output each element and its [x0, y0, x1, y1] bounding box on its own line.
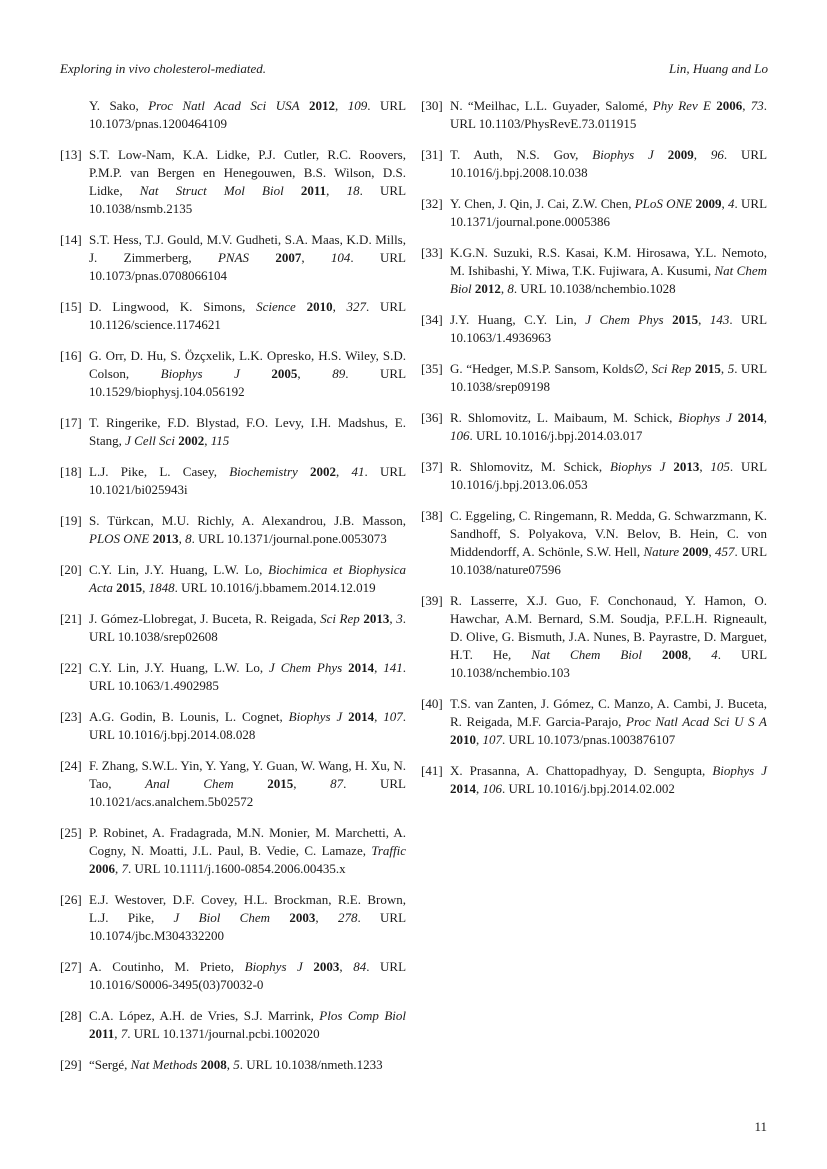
reference-text	[450, 458, 767, 494]
reference-year: 2009	[695, 196, 722, 211]
reference-number: [30]	[421, 98, 443, 113]
reference-journal: 84	[353, 959, 367, 974]
reference-year: 2010	[450, 732, 476, 747]
reference-journal: Biophys J	[678, 410, 732, 425]
reference-text	[450, 360, 767, 396]
reference-journal: Traffic	[371, 843, 406, 858]
reference-segment: . URL 10.1073/pnas.1200464109	[89, 98, 407, 131]
reference-text	[89, 231, 406, 285]
reference-year: 2012	[309, 98, 336, 113]
reference-segment: J.Y. Huang, C.Y. Lin,	[450, 312, 586, 327]
reference-segment: . URL 10.1038/srep02608	[89, 611, 407, 644]
reference-item	[421, 97, 767, 133]
reference-segment: R. Shlomovitz, L. Maibaum, M. Schick,	[450, 410, 679, 425]
reference-year: 2012	[474, 281, 501, 296]
reference-journal: Anal Chem	[145, 776, 234, 791]
reference-segment	[300, 98, 310, 113]
reference-year: 2014	[737, 410, 764, 425]
reference-journal: Phy Rev E	[652, 98, 711, 113]
reference-segment: . URL 10.1038/nchembio.103	[450, 647, 768, 680]
reference-segment: . URL 10.1038/srep09198	[450, 361, 768, 394]
running-header-title: Exploring in vivo cholesterol-mediated.	[60, 61, 267, 76]
reference-journal: 73	[750, 98, 764, 113]
reference-year: 2002	[178, 433, 205, 448]
reference-segment	[270, 910, 289, 925]
reference-item	[421, 311, 767, 347]
reference-segment: ,	[374, 709, 384, 724]
reference-item	[421, 244, 767, 298]
reference-item	[60, 610, 406, 646]
reference-segment: ,	[698, 312, 710, 327]
reference-segment: ,	[301, 250, 331, 265]
reference-journal: J Chem Phys	[585, 312, 664, 327]
reference-segment: ,	[332, 299, 347, 314]
reference-segment: G. “Hedger, M.S.P. Sansom, Kolds∅,	[450, 361, 652, 376]
reference-segment: . URL 10.1111/j.1600-0854.2006.00435.x	[128, 861, 346, 876]
reference-text	[450, 695, 767, 749]
reference-journal: 143	[709, 312, 730, 327]
reference-segment: E.J. Westover, D.F. Covey, H.L. Brockman, R.E. Brown, L.J. Pike,	[89, 892, 406, 925]
reference-segment: P. Robinet, A. Fradagrada, M.N. Monier, M. Marchetti, A. Cogny, N. Moatti, J.L. Paul, B. Vedie, C. Lamaze,	[89, 825, 406, 858]
reference-journal: PNAS	[217, 250, 250, 265]
reference-year: 2013	[152, 531, 179, 546]
reference-item	[60, 659, 406, 695]
reference-year: 2015	[116, 580, 143, 595]
reference-segment: X. Prasanna, A. Chattopadhyay, D. Sengupta,	[450, 763, 713, 778]
reference-segment: . URL 10.1038/nmeth.1233	[239, 1057, 383, 1072]
reference-year: 2003	[289, 910, 316, 925]
references-left-column	[60, 97, 406, 1087]
reference-segment: G. Orr, D. Hu, S. Özçxelik, L.K. Opresko, H.S. Wiley, S.D. Colson,	[89, 348, 406, 381]
reference-journal: 96	[710, 147, 724, 162]
reference-journal: Biophys J	[592, 147, 654, 162]
reference-segment: . URL 10.1074/jbc.M304332200	[89, 910, 407, 943]
reference-segment: ,	[315, 910, 338, 925]
reference-item	[60, 231, 406, 285]
reference-item	[60, 414, 406, 450]
reference-segment: ,	[374, 660, 384, 675]
reference-journal: 107	[383, 709, 403, 724]
reference-number: [40]	[421, 696, 443, 711]
reference-segment: . URL 10.1371/journal.pone.0005386	[450, 196, 768, 229]
reference-journal: Sci Rep	[651, 361, 692, 376]
reference-segment: ,	[226, 1057, 234, 1072]
reference-text	[450, 409, 767, 445]
reference-journal: 7	[121, 861, 128, 876]
reference-segment: . URL 10.1016/S0006-3495(03)70032-0	[89, 959, 407, 992]
reference-item	[421, 507, 767, 579]
reference-segment: ,	[476, 732, 483, 747]
reference-segment: Y. Chen, J. Qin, J. Cai, Z.W. Chen,	[450, 196, 635, 211]
reference-item	[60, 1007, 406, 1043]
reference-segment: ,	[699, 459, 711, 474]
reference-segment: ,	[115, 861, 122, 876]
reference-segment: . URL 10.1038/nature07596	[450, 544, 768, 577]
reference-item	[421, 195, 767, 231]
reference-number: [29]	[60, 1057, 82, 1072]
reference-number: [31]	[421, 147, 443, 162]
reference-journal: PLoS ONE	[634, 196, 693, 211]
reference-journal: 89	[332, 366, 346, 381]
reference-segment: . URL 10.1016/j.bpj.2008.10.038	[450, 147, 768, 180]
reference-number: [36]	[421, 410, 443, 425]
reference-segment: D. Lingwood, K. Simons,	[89, 299, 257, 314]
reference-segment: . URL 10.1038/nchembio.1028	[513, 281, 676, 296]
reference-segment: ,	[721, 196, 728, 211]
running-header-authors: Lin, Huang and Lo	[669, 61, 768, 76]
reference-journal: 8	[507, 281, 514, 296]
reference-year: 2005	[271, 366, 298, 381]
reference-year: 2003	[313, 959, 340, 974]
reference-segment: ,	[688, 647, 712, 662]
reference-journal: Biophys J	[160, 366, 240, 381]
reference-text	[450, 146, 767, 182]
reference-segment: ,	[114, 1026, 121, 1041]
reference-number: [41]	[421, 763, 443, 778]
reference-segment: Y. Sako,	[89, 98, 149, 113]
reference-number: [24]	[60, 758, 82, 773]
reference-journal: 4	[728, 196, 735, 211]
reference-journal: Science	[256, 299, 296, 314]
reference-segment	[240, 366, 272, 381]
reference-journal: 107	[482, 732, 502, 747]
reference-text	[450, 244, 767, 298]
reference-text	[89, 958, 406, 994]
reference-item	[421, 592, 767, 682]
reference-segment: . URL 10.1063/1.4936963	[450, 312, 768, 345]
page-number: 11	[754, 1119, 767, 1134]
reference-journal: Nat Chem Biol	[450, 263, 767, 296]
reference-number: [32]	[421, 196, 443, 211]
reference-journal: Nat Struct Mol Biol	[139, 183, 284, 198]
reference-journal: Proc Natl Acad Sci U S A	[626, 714, 767, 729]
reference-segment: S. Türkcan, M.U. Richly, A. Alexandrou, J.B. Masson,	[89, 513, 406, 528]
reference-text	[89, 347, 406, 401]
reference-year: 2008	[200, 1057, 227, 1072]
reference-number: [28]	[60, 1008, 82, 1023]
reference-text	[450, 311, 767, 347]
reference-item	[60, 146, 406, 218]
reference-year: 2013	[363, 611, 390, 626]
reference-text	[89, 824, 406, 878]
reference-journal: Biophys J	[712, 763, 767, 778]
reference-number: [39]	[421, 593, 443, 608]
reference-segment: ,	[500, 281, 508, 296]
reference-year: 2015	[267, 776, 294, 791]
reference-item	[60, 347, 406, 401]
reference-journal: 327	[346, 299, 367, 314]
reference-segment: L.J. Pike, L. Casey,	[89, 464, 230, 479]
reference-segment: ,	[204, 433, 211, 448]
reference-item	[60, 891, 406, 945]
reference-journal: 457	[714, 544, 735, 559]
reference-year: 2011	[300, 183, 327, 198]
reference-item	[421, 695, 767, 749]
reference-journal: Nature	[643, 544, 680, 559]
reference-segment: C.A. López, A.H. de Vries, S.J. Marrink,	[89, 1008, 320, 1023]
reference-journal: Biochemistry	[229, 464, 298, 479]
reference-item	[60, 512, 406, 548]
reference-number: [23]	[60, 709, 82, 724]
reference-segment: ,	[178, 531, 186, 546]
reference-segment: . URL 10.1016/j.bbamem.2014.12.019	[174, 580, 376, 595]
reference-number: [26]	[60, 892, 82, 907]
reference-journal: 106	[450, 428, 470, 443]
reference-segment: ,	[335, 98, 348, 113]
reference-segment: . URL 10.1016/j.bpj.2014.02.002	[502, 781, 675, 796]
reference-segment: ,	[326, 183, 347, 198]
reference-item	[60, 824, 406, 878]
reference-segment: ,	[336, 464, 352, 479]
reference-segment: . URL 10.1016/j.bpj.2014.08.028	[89, 709, 407, 742]
reference-text	[89, 1007, 406, 1043]
reference-text	[89, 512, 406, 548]
reference-year: 2006	[716, 98, 743, 113]
reference-number: [19]	[60, 513, 82, 528]
reference-segment: . URL 10.1371/journal.pone.0053073	[191, 531, 387, 546]
reference-journal: 141	[383, 660, 403, 675]
reference-text	[89, 1056, 406, 1074]
reference-segment: . URL 10.1126/science.1174621	[89, 299, 407, 332]
reference-number: [16]	[60, 348, 82, 363]
reference-text	[89, 463, 406, 499]
reference-journal: 115	[210, 433, 230, 448]
reference-item	[60, 97, 406, 133]
reference-journal: 105	[710, 459, 730, 474]
reference-segment: C.Y. Lin, J.Y. Huang, L.W. Lo,	[89, 562, 269, 577]
reference-segment	[303, 959, 314, 974]
reference-segment	[298, 464, 310, 479]
reference-number: [33]	[421, 245, 443, 260]
reference-text	[89, 561, 406, 597]
reference-journal: 5	[233, 1057, 240, 1072]
reference-number: [21]	[60, 611, 82, 626]
reference-segment: F. Zhang, S.W.L. Yin, Y. Yang, Y. Guan, W. Wang, H. Xu, N. Tao,	[89, 758, 406, 791]
reference-segment: ,	[742, 98, 751, 113]
reference-item	[421, 458, 767, 494]
reference-year: 2013	[673, 459, 700, 474]
reference-year: 2010	[306, 299, 333, 314]
reference-number: [37]	[421, 459, 443, 474]
reference-segment: . URL 10.1021/acs.analchem.5b02572	[89, 776, 406, 809]
reference-text	[89, 610, 406, 646]
reference-segment: . URL 10.1371/journal.pcbi.1002020	[127, 1026, 320, 1041]
reference-text	[89, 414, 406, 450]
reference-segment: S.T. Low-Nam, K.A. Lidke, P.J. Cutler, R.C. Roovers, P.M.P. van Bergen en Henegouwen, B.S. Wilson, D.S. Lidke,	[89, 147, 406, 198]
reference-journal: J Cell Sci	[125, 433, 175, 448]
reference-text	[450, 507, 767, 579]
reference-journal: 104	[330, 250, 351, 265]
reference-journal: 3	[396, 611, 403, 626]
reference-number: [18]	[60, 464, 82, 479]
reference-journal: Biophys J	[288, 709, 343, 724]
reference-segment: ,	[708, 544, 715, 559]
reference-journal: Biophys J	[244, 959, 303, 974]
reference-item	[60, 1056, 406, 1074]
reference-segment	[642, 647, 662, 662]
reference-text	[450, 592, 767, 682]
reference-text	[89, 146, 406, 218]
reference-segment: C. Eggeling, C. Ringemann, R. Medda, G. Schwarzmann, K. Sandhoff, S. Polyakova, V.N. Belov, B. Hein, C. von Middendorff, A. Schönle, S.W. Hell,	[450, 508, 767, 559]
reference-journal: 278	[337, 910, 358, 925]
reference-segment: . URL 10.1103/PhysRevE.73.011915	[450, 98, 767, 131]
reference-year: 2015	[694, 361, 721, 376]
reference-number: [34]	[421, 312, 443, 327]
reference-segment: ,	[476, 781, 483, 796]
reference-item	[60, 561, 406, 597]
reference-journal: 7	[120, 1026, 128, 1041]
reference-number: [17]	[60, 415, 82, 430]
reference-journal: Biophys J	[609, 459, 666, 474]
reference-journal: 8	[185, 531, 192, 546]
reference-journal: Proc Natl Acad Sci USA	[148, 98, 300, 113]
reference-journal: 87	[330, 776, 344, 791]
reference-number: [15]	[60, 299, 82, 314]
reference-segment: K.G.N. Suzuki, R.S. Kasai, K.M. Hirosawa, Y.L. Nemoto, M. Ishibashi, Y. Miwa, T.K. Fujiwara, A. Kusumi,	[450, 245, 767, 278]
reference-text	[89, 298, 406, 334]
reference-segment: C.Y. Lin, J.Y. Huang, L.W. Lo,	[89, 660, 270, 675]
reference-journal: Biochimica et Biophysica Acta	[89, 562, 406, 595]
reference-item	[60, 757, 406, 811]
reference-number: [13]	[60, 147, 82, 162]
reference-number: [27]	[60, 959, 82, 974]
reference-item	[421, 409, 767, 445]
reference-year: 2007	[275, 250, 302, 265]
reference-segment: . URL 10.1529/biophysj.104.056192	[89, 366, 407, 399]
reference-segment: ,	[339, 959, 354, 974]
reference-item	[421, 762, 767, 798]
reference-journal: PLOS ONE	[89, 531, 150, 546]
reference-segment: ,	[763, 410, 768, 425]
reference-segment: T.S. van Zanten, J. Gómez, C. Manzo, A. Cambi, J. Buceta, R. Reigada, M.F. Garcia-Parajo,	[450, 696, 767, 729]
reference-segment: . URL 10.1016/j.bpj.2013.06.053	[450, 459, 768, 492]
reference-journal: 5	[727, 361, 735, 376]
reference-segment: T. Ringerike, F.D. Blystad, F.O. Levy, I.H. Madshus, E. Stang,	[89, 415, 406, 448]
reference-segment	[296, 299, 307, 314]
reference-segment: ,	[142, 580, 149, 595]
reference-text	[450, 762, 767, 798]
reference-item	[60, 298, 406, 334]
reference-number: [25]	[60, 825, 82, 840]
reference-segment: ,	[293, 776, 331, 791]
reference-year: 2006	[89, 861, 115, 876]
reference-segment: ,	[297, 366, 333, 381]
reference-segment: . URL 10.1021/bi025943i	[89, 464, 407, 497]
reference-item	[60, 958, 406, 994]
reference-journal: J Chem Phys	[269, 660, 343, 675]
reference-journal: 18	[346, 183, 360, 198]
reference-year: 2014	[348, 709, 375, 724]
reference-segment: R. Lasserre, X.J. Guo, F. Conchonaud, Y. Hamon, O. Hawchar, A.M. Bernard, S.M. Soudja, P.F.L.H. Rigneault, D. Olive, G. Bismuth, J.A. Nunes, B. Payrastre, D. Marguet, H.T. He,	[450, 593, 767, 662]
reference-number: [14]	[60, 232, 82, 247]
reference-segment	[654, 147, 668, 162]
reference-segment: T. Auth, N.S. Gov,	[450, 147, 593, 162]
reference-segment: . URL 10.1063/1.4902985	[89, 660, 407, 693]
reference-number: [20]	[60, 562, 82, 577]
reference-journal: Nat Chem Biol	[531, 647, 643, 662]
reference-segment: . URL 10.1016/j.bpj.2014.03.017	[469, 428, 643, 443]
reference-text	[89, 97, 406, 133]
reference-year: 2009	[667, 147, 694, 162]
reference-segment: . URL 10.1038/nsmb.2135	[89, 183, 407, 216]
reference-segment: S.T. Hess, T.J. Gould, M.V. Gudheti, S.A. Maas, K.D. Mills, J. Zimmerberg,	[89, 232, 406, 265]
reference-number: [35]	[421, 361, 443, 376]
reference-text	[89, 708, 406, 744]
reference-journal: 41	[351, 464, 365, 479]
reference-segment: R. Shlomovitz, M. Schick,	[450, 459, 610, 474]
reference-year: 2014	[348, 660, 375, 675]
reference-journal: Plos Comp Biol	[319, 1008, 406, 1023]
reference-item	[60, 463, 406, 499]
reference-item	[60, 708, 406, 744]
reference-year: 2014	[450, 781, 476, 796]
reference-segment: A.G. Godin, B. Lounis, L. Cognet,	[89, 709, 289, 724]
reference-journal: Sci Rep	[320, 611, 360, 626]
reference-segment: ,	[693, 147, 711, 162]
reference-segment	[284, 183, 301, 198]
reference-text	[89, 659, 406, 695]
reference-segment: J. Gómez-Llobregat, J. Buceta, R. Reigada,	[89, 611, 321, 626]
reference-text	[450, 195, 767, 231]
reference-text	[450, 97, 767, 133]
reference-journal: J Biol Chem	[173, 910, 270, 925]
reference-journal: 1848	[148, 580, 175, 595]
reference-segment: . URL 10.1073/pnas.0708066104	[89, 250, 406, 283]
reference-segment: ,	[389, 611, 397, 626]
reference-segment	[664, 312, 672, 327]
reference-journal: 109	[347, 98, 368, 113]
reference-year: 2015	[672, 312, 699, 327]
reference-year: 2009	[682, 544, 709, 559]
reference-item	[421, 360, 767, 396]
reference-segment	[234, 776, 268, 791]
reference-number: [38]	[421, 508, 443, 523]
reference-text	[89, 891, 406, 945]
reference-segment: ,	[720, 361, 728, 376]
reference-segment	[249, 250, 275, 265]
reference-journal: Nat Methods	[130, 1057, 198, 1072]
reference-journal: 4	[711, 647, 718, 662]
reference-text	[89, 757, 406, 811]
reference-item	[421, 146, 767, 182]
reference-year: 2002	[310, 464, 337, 479]
reference-segment: A. Coutinho, M. Prieto,	[89, 959, 245, 974]
reference-segment: . URL 10.1073/pnas.1003876107	[502, 732, 676, 747]
reference-segment: N. “Meilhac, L.L. Guyader, Salomé,	[450, 98, 653, 113]
reference-year: 2008	[662, 647, 689, 662]
reference-journal: 106	[482, 781, 502, 796]
references-right-column	[421, 97, 767, 811]
reference-segment: “Sergé,	[89, 1057, 131, 1072]
reference-year: 2011	[89, 1026, 115, 1041]
reference-number: [22]	[60, 660, 82, 675]
